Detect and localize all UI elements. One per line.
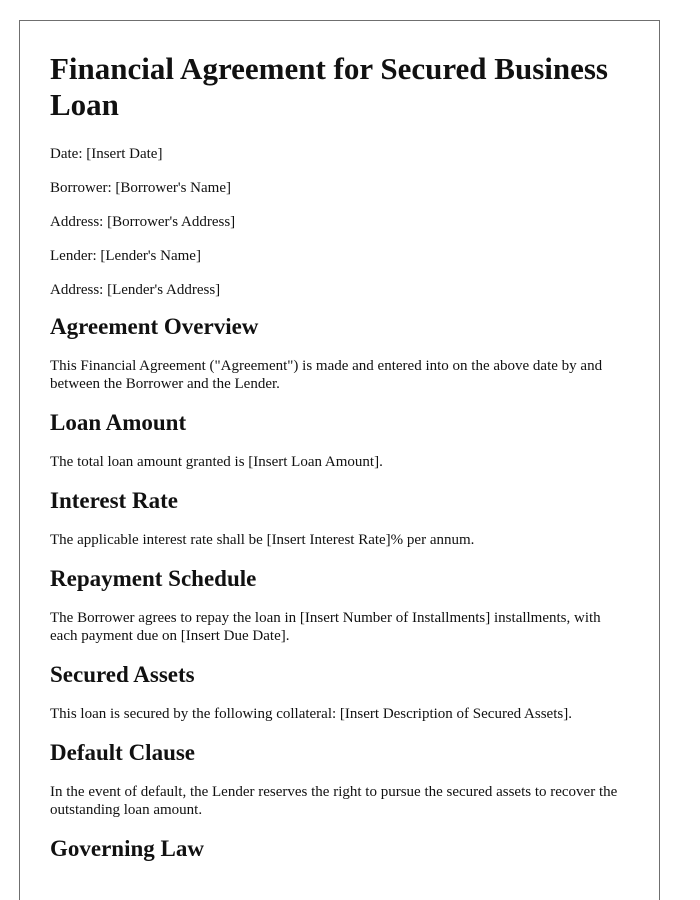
section-default-clause [50, 739, 629, 819]
section-heading: Secured Assets [50, 662, 195, 687]
section-text: This Financial Agreement ("Agreement") is made and entered into on the above date by and between the Borrower and the Lender. [50, 358, 603, 392]
section-heading: Repayment Schedule [50, 566, 257, 591]
section-heading: Default Clause [50, 740, 196, 765]
date-line: Date: [Insert Date] [50, 146, 163, 162]
section-interest-rate [50, 487, 629, 549]
section-heading: Loan Amount [50, 410, 187, 435]
lender-line: Lender: [Lender's Name] [50, 248, 201, 264]
section-heading: Interest Rate [50, 488, 178, 513]
lender-address-line: Address: [Lender's Address] [50, 282, 221, 298]
document-title: Financial Agreement for Secured Business Loan [50, 51, 608, 122]
borrower-address-line: Address: [Borrower's Address] [50, 214, 236, 230]
section-agreement-overview [50, 313, 629, 393]
section-heading: Governing Law [50, 836, 204, 861]
section-governing-law [50, 835, 629, 863]
section-loan-amount [50, 409, 629, 471]
section-text: The Borrower agrees to repay the loan in [Insert Number of Installments] installments, with each payment due on [Insert Due Date]. [50, 610, 601, 644]
document-content [20, 21, 659, 863]
section-text: The applicable interest rate shall be [Insert Interest Rate]% per annum. [50, 532, 475, 548]
section-text: This loan is secured by the following collateral: [Insert Description of Secured Assets]. [50, 706, 572, 722]
section-secured-assets [50, 661, 629, 723]
section-repayment-schedule [50, 565, 629, 645]
section-heading: Agreement Overview [50, 314, 259, 339]
borrower-line: Borrower: [Borrower's Name] [50, 180, 231, 196]
section-text: The total loan amount granted is [Insert Loan Amount]. [50, 454, 383, 470]
document-page [19, 20, 660, 900]
section-text: In the event of default, the Lender reserves the right to pursue the secured assets to recover the outstanding loan amount. [50, 784, 618, 818]
